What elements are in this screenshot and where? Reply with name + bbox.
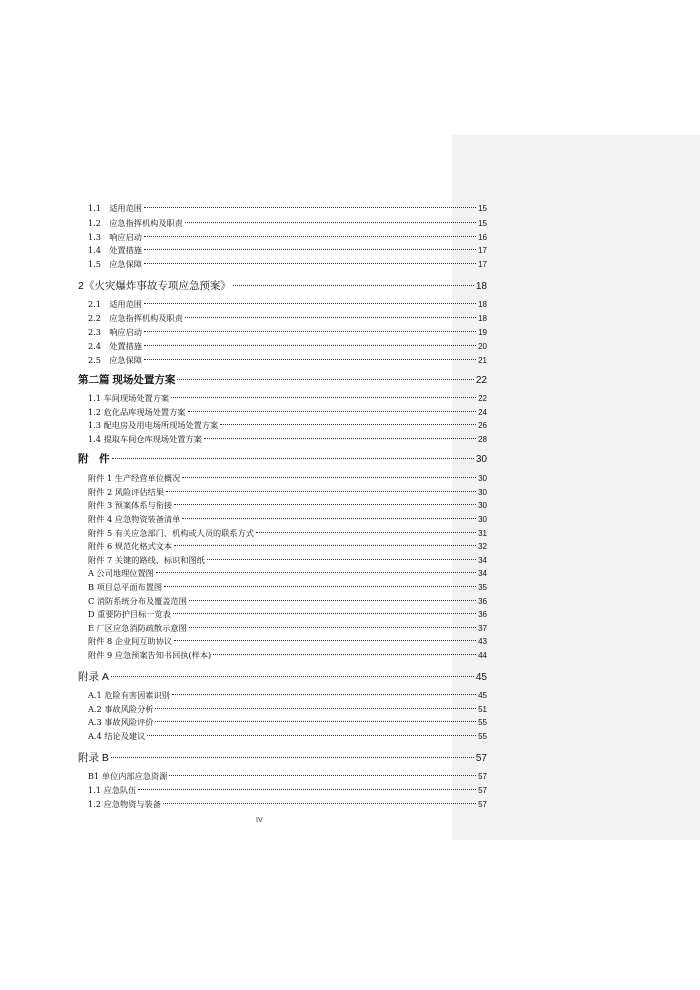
- toc-entry-title: A.4 结论及建议: [88, 731, 146, 741]
- toc-entry-title: A.3 事故风险评价: [88, 717, 154, 727]
- toc-leader-dots: [144, 263, 476, 264]
- toc-leader-dots: [138, 789, 476, 790]
- toc-leader-dots: [173, 613, 476, 614]
- toc-part-entry[interactable]: [78, 372, 487, 387]
- toc-entry-title: 1.1 适用范围: [88, 203, 142, 213]
- toc-entry-page: 43: [478, 637, 487, 646]
- toc-entry[interactable]: [88, 514, 487, 525]
- toc-entry-page: 19: [478, 328, 487, 337]
- toc-entry[interactable]: [88, 327, 487, 338]
- toc-entry-title: 附件 2 风险评估结果: [88, 487, 164, 497]
- toc-entry[interactable]: [88, 785, 487, 796]
- toc-entry-title: B1 单位内部应急资源: [88, 771, 168, 781]
- toc-entry-title: 2.1 适用范围: [88, 299, 142, 309]
- toc-entry-page: 44: [478, 651, 487, 660]
- toc-entry-title: 附件 6 规范化格式文本: [88, 541, 173, 551]
- toc-entry[interactable]: [88, 245, 487, 256]
- toc-leader-dots: [144, 249, 476, 250]
- toc-leader-dots: [155, 708, 476, 709]
- toc-entry[interactable]: [88, 299, 487, 310]
- toc-entry-page: 57: [475, 753, 487, 764]
- toc-leader-dots: [185, 222, 476, 223]
- toc-entry-page: 32: [478, 542, 487, 551]
- toc-entry[interactable]: [88, 555, 487, 566]
- toc-entry[interactable]: [88, 393, 487, 404]
- toc-leader-dots: [147, 735, 476, 736]
- toc-entry-page: 57: [478, 800, 487, 809]
- toc-entry-title: 附件 8 企业间互助协议: [88, 636, 173, 646]
- toc-leader-dots: [112, 458, 474, 459]
- toc-entry-page: 28: [478, 435, 487, 444]
- toc-entry-page: 45: [475, 672, 487, 683]
- toc-leader-dots: [111, 676, 474, 677]
- toc-part-entry[interactable]: [78, 451, 487, 466]
- toc-entry[interactable]: [88, 232, 487, 243]
- toc-leader-dots: [144, 303, 476, 304]
- toc-entry-page: 37: [478, 624, 487, 633]
- toc-entry-title: A.1 危险有害因素识别: [88, 690, 170, 700]
- toc-entry-title: B 项目总平面布置图: [88, 582, 163, 592]
- toc-entry-title: 附件 3 预案体系与衔接: [88, 500, 173, 510]
- toc-entry-title: 附 件: [78, 453, 110, 465]
- toc-leader-dots: [189, 600, 476, 601]
- toc-entry-page: 36: [478, 610, 487, 619]
- toc-entry-title: 第二篇 现场处置方案: [78, 374, 176, 386]
- toc-leader-dots: [220, 424, 476, 425]
- toc-leader-dots: [155, 721, 476, 722]
- toc-leader-dots: [172, 694, 476, 695]
- toc-entry[interactable]: [88, 582, 487, 593]
- toc-entry-page: 31: [478, 529, 487, 538]
- toc-entry[interactable]: [88, 355, 487, 366]
- toc-entry-title: 1.2 应急物资与装备: [88, 799, 161, 809]
- toc-leader-dots: [188, 411, 477, 412]
- toc-entry-title: E 厂区应急消防疏散示意图: [88, 623, 187, 633]
- toc-entry-title: 1.2 应急指挥机构及职责: [88, 218, 183, 228]
- toc-entry-page: 18: [475, 281, 487, 292]
- toc-entry-page: 30: [478, 501, 487, 510]
- toc-leader-dots: [213, 654, 476, 655]
- toc-entry-title: 2.3 响应启动: [88, 327, 142, 337]
- toc-entry[interactable]: [88, 407, 487, 418]
- toc-entry-page: 18: [478, 314, 487, 323]
- toc-entry-page: 30: [478, 515, 487, 524]
- toc-leader-dots: [144, 345, 476, 346]
- toc-entry-page: 22: [478, 394, 487, 403]
- toc-leader-dots: [169, 775, 476, 776]
- toc-entry-page: 34: [478, 556, 487, 565]
- toc-entry-page: 35: [478, 583, 487, 592]
- toc-entry[interactable]: [88, 528, 487, 539]
- toc-entry-title: 1.1 应急队伍: [88, 785, 137, 795]
- toc-entry-page: 16: [478, 233, 487, 242]
- toc-entry[interactable]: [88, 650, 487, 661]
- toc-entry-page: 15: [478, 219, 487, 228]
- toc-entry-title: 2.4 处置措施: [88, 341, 142, 351]
- toc-entry-title: 1.5 应急保障: [88, 259, 142, 269]
- toc-entry-title: 1.4 提取车间仓库现场处置方案: [88, 434, 202, 444]
- toc-appendix-entry[interactable]: [78, 669, 487, 684]
- toc-entry[interactable]: [88, 259, 487, 270]
- toc-leader-dots: [174, 640, 476, 641]
- toc-leader-dots: [256, 532, 476, 533]
- toc-entry-title: A.2 事故风险分析: [88, 704, 154, 714]
- toc-leader-dots: [144, 207, 476, 208]
- toc-entry-page: 55: [478, 732, 487, 741]
- toc-entry-title: C 消防系统分布及覆盖范围: [88, 596, 187, 606]
- toc-entry-title: 1.3 配电房及用电场所现场处置方案: [88, 420, 219, 430]
- toc-chapter-entry[interactable]: [78, 278, 487, 293]
- toc-entry[interactable]: [88, 434, 487, 445]
- toc-entry[interactable]: [88, 568, 487, 579]
- toc-entry-page: 55: [478, 718, 487, 727]
- toc-leader-dots: [182, 518, 476, 519]
- toc-leader-dots: [144, 236, 476, 237]
- toc-leader-dots: [182, 477, 476, 478]
- toc-leader-dots: [164, 586, 476, 587]
- toc-entry-page: 18: [478, 300, 487, 309]
- toc-entry-page: 57: [478, 786, 487, 795]
- toc-entry-page: 45: [478, 691, 487, 700]
- toc-entry[interactable]: [88, 731, 487, 742]
- toc-entry[interactable]: [88, 596, 487, 607]
- toc-entry[interactable]: [88, 500, 487, 511]
- toc-entry-page: 21: [478, 356, 487, 365]
- toc-entry-title: 1.4 处置措施: [88, 245, 142, 255]
- toc-entry[interactable]: [88, 473, 487, 484]
- toc-entry[interactable]: [88, 717, 487, 728]
- toc-leader-dots: [144, 359, 476, 360]
- toc-entry[interactable]: [88, 420, 487, 431]
- toc-entry-title: 附录 A: [78, 671, 109, 683]
- toc-entry-page: 30: [478, 488, 487, 497]
- toc-leader-dots: [185, 317, 476, 318]
- toc-leader-dots: [144, 331, 476, 332]
- toc-leader-dots: [207, 559, 476, 560]
- toc-entry-page: 34: [478, 569, 487, 578]
- toc-entry[interactable]: [88, 541, 487, 552]
- toc-entry-title: 2《火灾爆炸事故专项应急预案》: [78, 280, 231, 292]
- toc-entry-page: 24: [478, 408, 487, 417]
- toc-entry-title: 附件 9 应急预案告知书回执(样本): [88, 650, 212, 660]
- toc-entry-title: 1.3 响应启动: [88, 232, 142, 242]
- toc-entry[interactable]: [88, 704, 487, 715]
- toc-entry[interactable]: [88, 203, 487, 214]
- toc-leader-dots: [171, 397, 476, 398]
- toc-entry-title: 2.2 应急指挥机构及职责: [88, 313, 183, 323]
- toc-leader-dots: [174, 545, 476, 546]
- toc-entry[interactable]: [88, 609, 487, 620]
- toc-entry[interactable]: [88, 623, 487, 634]
- toc-entry[interactable]: [88, 690, 487, 701]
- toc-entry-page: 51: [478, 705, 487, 714]
- toc-entry-page: 15: [478, 204, 487, 213]
- toc-leader-dots: [174, 504, 476, 505]
- toc-entry-page: 17: [478, 260, 487, 269]
- toc-entry-title: 1.2 危化品库现场处置方案: [88, 407, 186, 417]
- toc-entry[interactable]: [88, 636, 487, 647]
- toc-leader-dots: [163, 803, 476, 804]
- toc-leader-dots: [177, 379, 473, 380]
- toc-leader-dots: [189, 627, 476, 628]
- toc-entry-title: 附录 B: [78, 752, 109, 764]
- toc-leader-dots: [111, 757, 474, 758]
- toc-entry-page: 20: [478, 342, 487, 351]
- page-number: IV: [256, 817, 263, 824]
- toc-entry[interactable]: [88, 799, 487, 810]
- toc-entry-page: 57: [478, 772, 487, 781]
- toc-leader-dots: [166, 491, 476, 492]
- toc-entry-page: 30: [475, 454, 487, 465]
- toc-entry-page: 22: [475, 375, 487, 386]
- toc-appendix-entry[interactable]: [78, 750, 487, 765]
- toc-entry[interactable]: [88, 771, 487, 782]
- toc-entry-page: 36: [478, 597, 487, 606]
- toc-entry[interactable]: [88, 341, 487, 352]
- toc-entry-title: 附件 4 应急物资装备清单: [88, 514, 181, 524]
- toc-entry-title: 附件 1 生产经营单位概况: [88, 473, 181, 483]
- toc-entry-page: 30: [478, 474, 487, 483]
- toc-leader-dots: [233, 285, 474, 286]
- toc-entry-title: 1.1 车间现场处置方案: [88, 393, 170, 403]
- toc-entry-title: 附件 5 有关应急部门、机构或人员的联系方式: [88, 528, 254, 538]
- toc-entry-page: 26: [478, 421, 487, 430]
- toc-entry-title: A 公司地理位置图: [88, 568, 154, 578]
- toc-leader-dots: [156, 572, 476, 573]
- toc-entry[interactable]: [88, 487, 487, 498]
- toc-entry[interactable]: [88, 218, 487, 229]
- toc-entry-page: 17: [478, 246, 487, 255]
- toc-entry-title: 2.5 应急保障: [88, 355, 142, 365]
- toc-leader-dots: [204, 438, 476, 439]
- toc-entry-title: D 重要防护目标一览表: [88, 609, 171, 619]
- toc-entry-title: 附件 7 关键的路线、标识和图纸: [88, 555, 205, 565]
- toc-entry[interactable]: [88, 313, 487, 324]
